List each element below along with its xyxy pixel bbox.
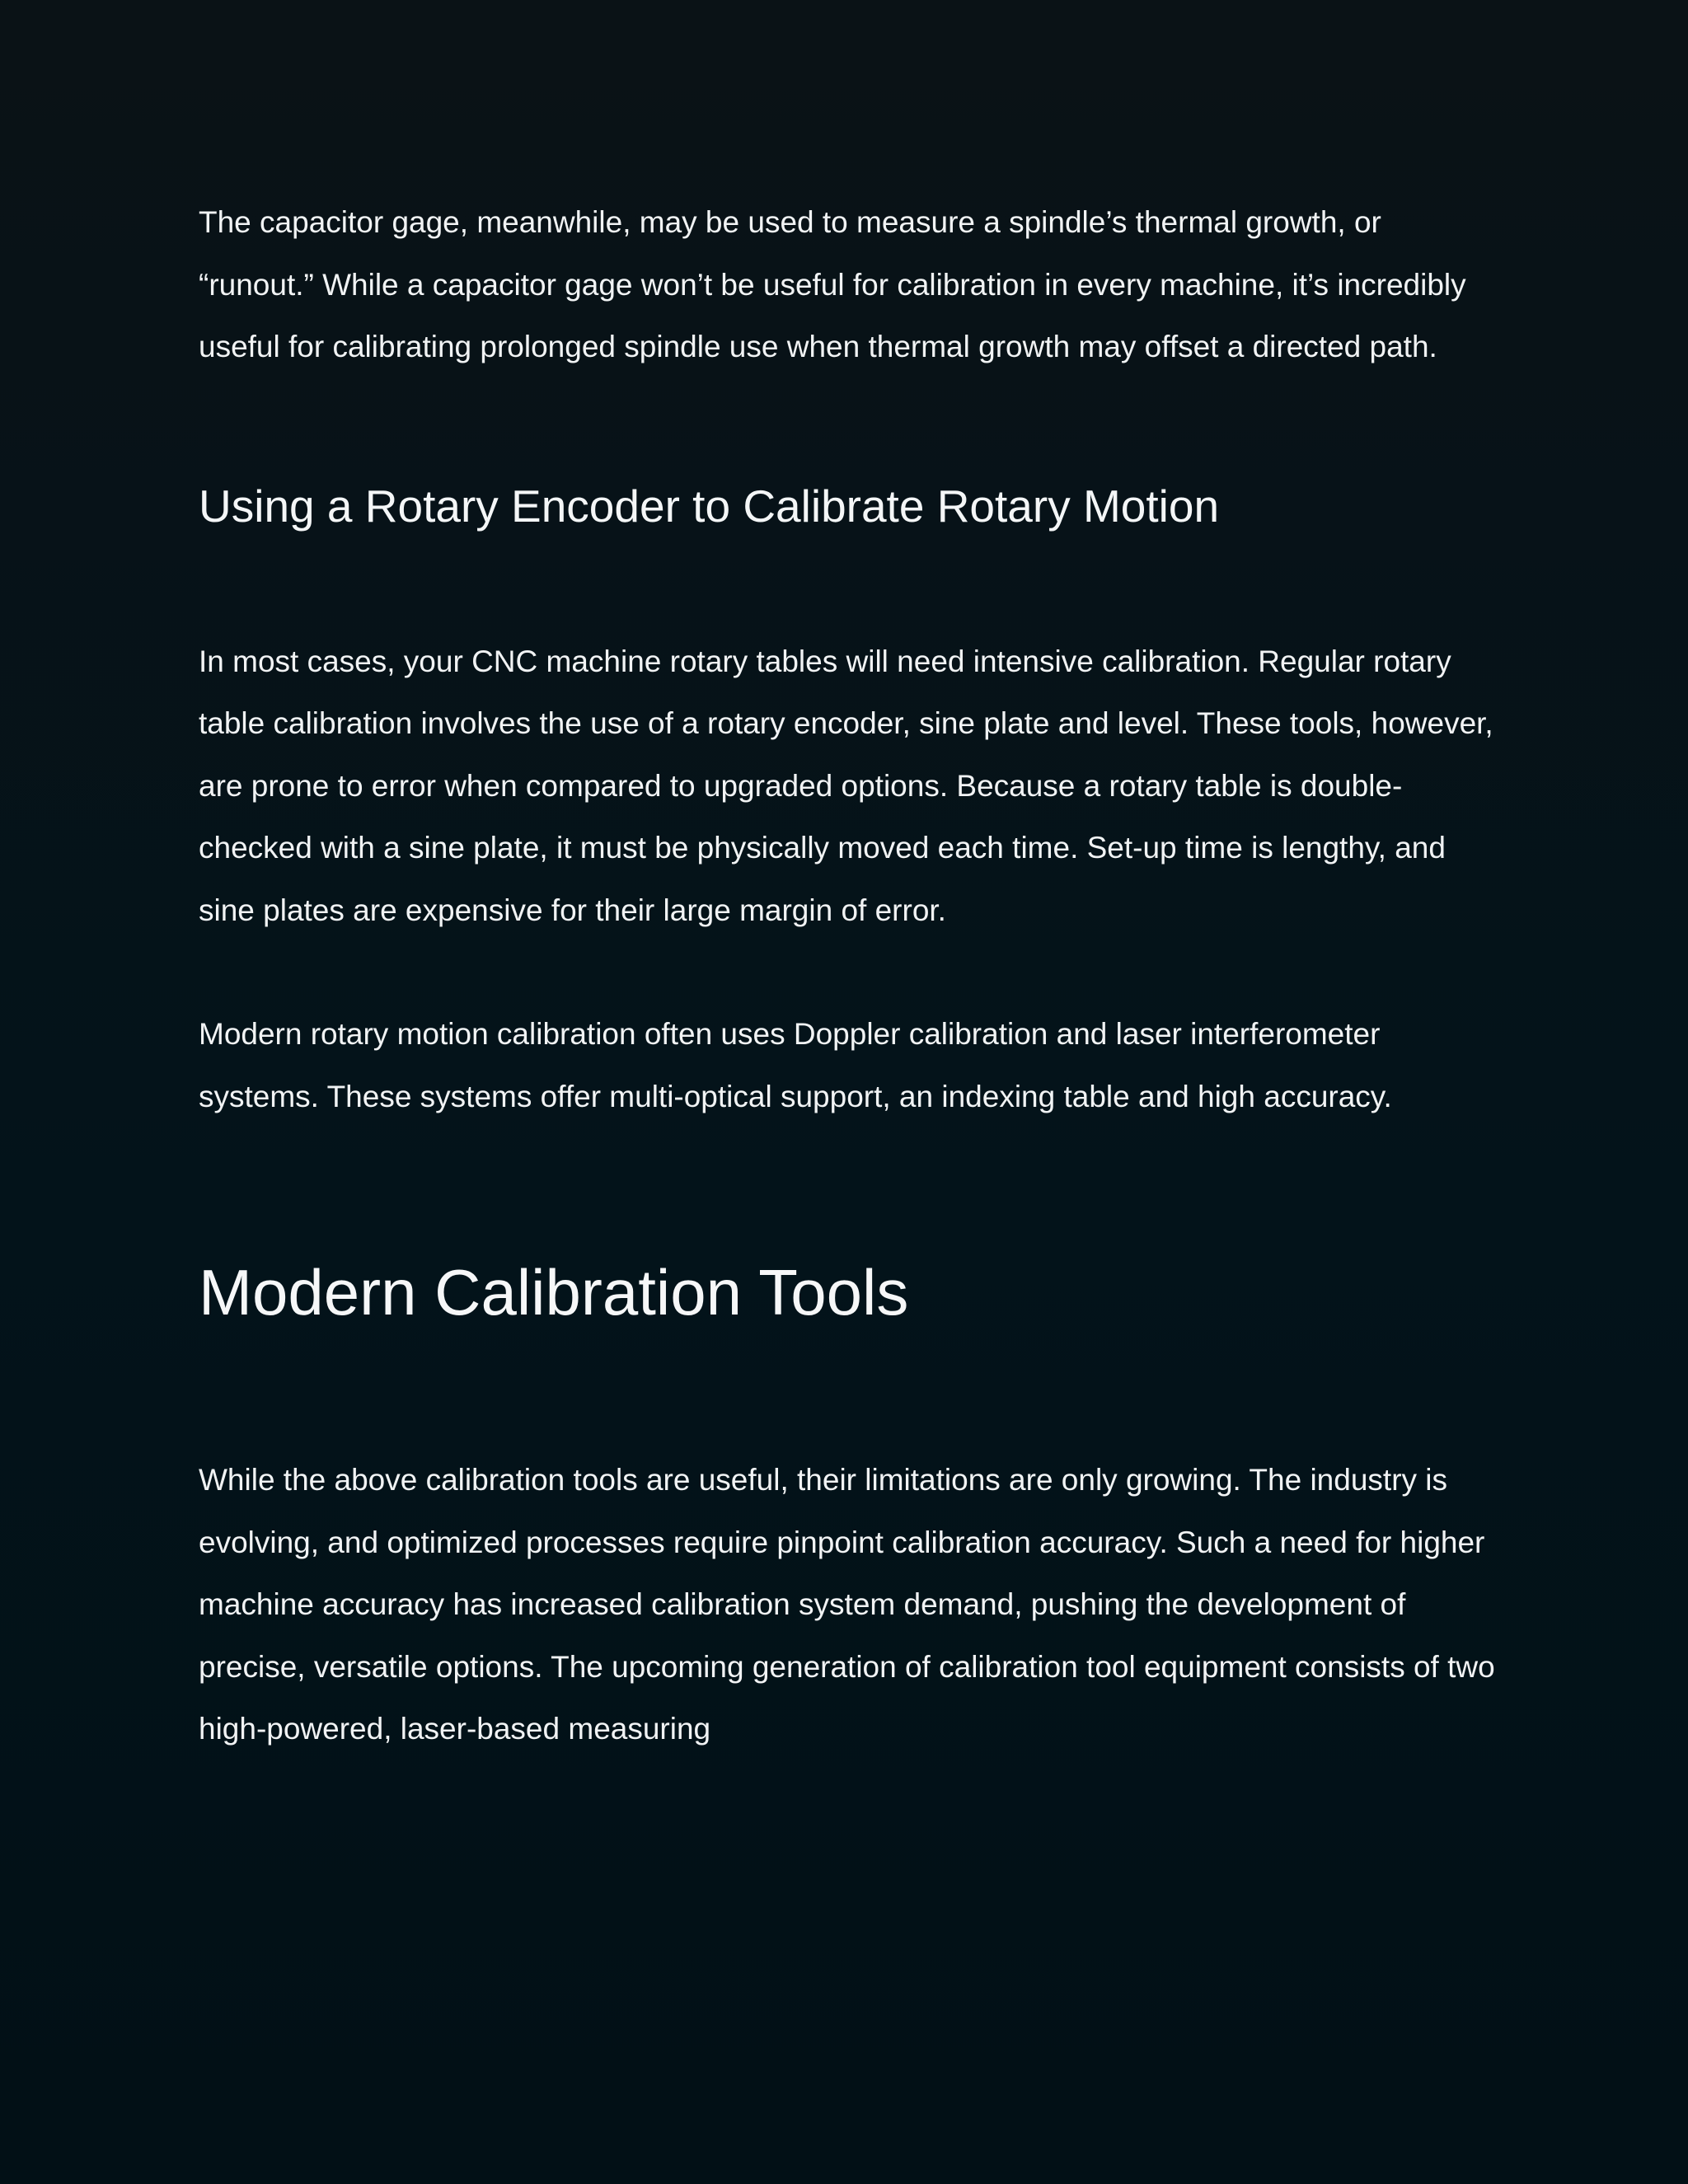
paragraph-modern-tools: While the above calibration tools are useful, their limitations are only growing. The industry is evolving, and optimized processes require pinpoint calibration accuracy. Such a need for higher machine accuracy has increased calibration system demand, pushing the development of precise, versatile options. The upcoming generation of calibration tool equipment consists of two high-powered, laser-based measuring — [199, 1463, 1495, 1746]
paragraph-capacitor-gage: The capacitor gage, meanwhile, may be used to measure a spindle’s thermal growth, or “runout.” While a capacitor gage won’t be useful for calibration in every machine, it’s incredibly useful for calibrating prolonged spindle use when thermal growth may offset a directed path. — [199, 205, 1466, 363]
heading-modern-calibration-tools: Modern Calibration Tools — [199, 1256, 909, 1329]
heading-rotary-encoder: Using a Rotary Encoder to Calibrate Rotary Motion — [199, 480, 1220, 532]
article-body — [199, 191, 1501, 1760]
paragraph-rotary-tables: In most cases, your CNC machine rotary tables will need intensive calibration. Regular rotary table calibration involves the use of a rotary encoder, sine plate and level. These tools, however, are prone to error when compared to upgraded options. Because a rotary table is double-checked with a sine plate, it must be physically moved each time. Set-up time is lengthy, and sine plates are expensive for their large margin of error. — [199, 644, 1493, 927]
paragraph-modern-rotary-motion: Modern rotary motion calibration often uses Doppler calibration and laser interferometer systems. These systems offer multi-optical support, an indexing table and high accuracy. — [199, 1017, 1392, 1113]
